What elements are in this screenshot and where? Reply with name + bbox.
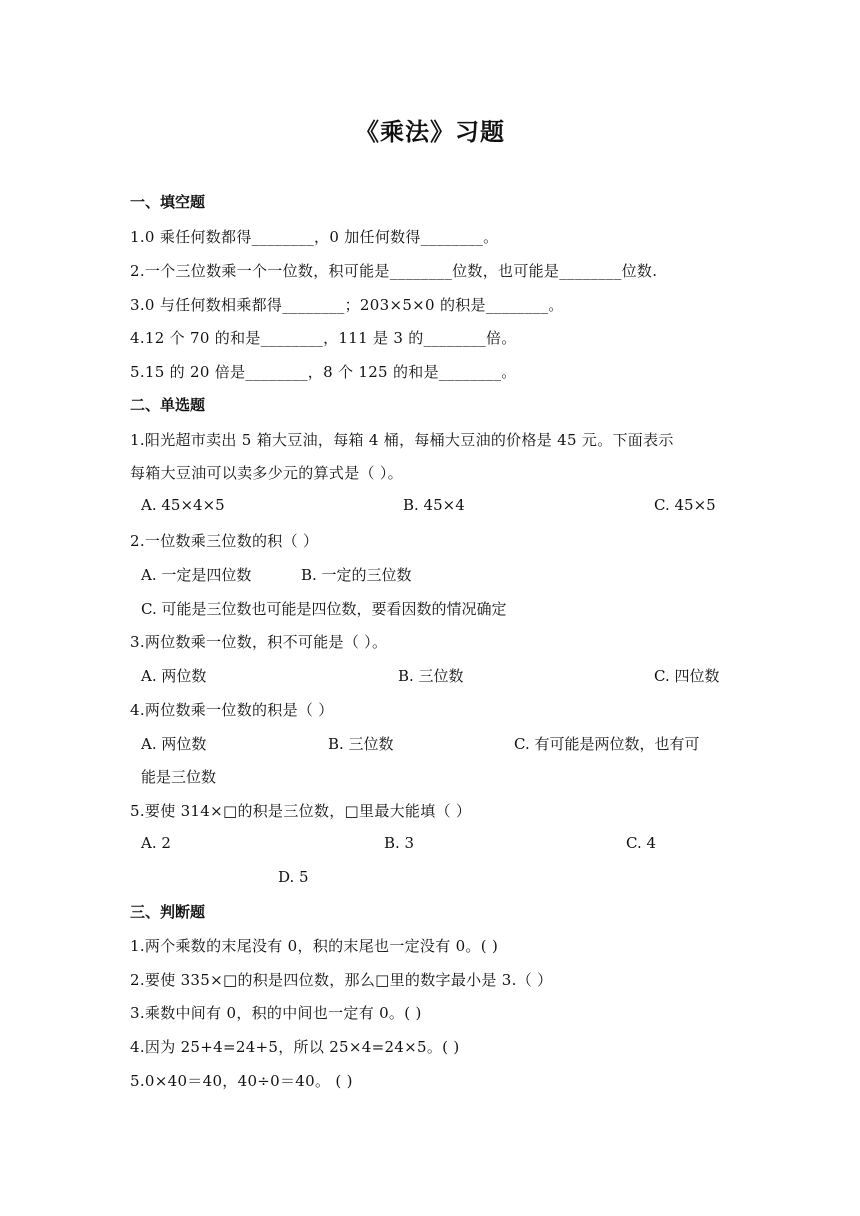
section-heading-judge: 三、判断题 [130,903,206,921]
choice-q2-option-a: A. 一定是四位数 [141,566,252,584]
choice-q5-stem: 5.要使 314×□的积是三位数，□里最大能填（ ） [130,802,472,820]
choice-q1-option-b: B. 45×4 [403,496,465,514]
choice-q5-option-a: A. 2 [141,834,171,852]
section-heading-fill: 一、填空题 [130,193,206,211]
fill-item-2: 2.一个三位数乘一个一位数，积可能是________位数，也可能是________位数. [130,262,658,280]
choice-q3-option-a: A. 两位数 [141,667,207,685]
judge-item-3: 3.乘数中间有 0，积的中间也一定有 0。( ) [130,1004,422,1022]
choice-q3-option-b: B. 三位数 [398,667,464,685]
judge-item-2: 2.要使 335×□的积是四位数，那么□里的数字最小是 3.（ ） [130,971,553,989]
judge-item-5: 5.0×40＝40，40÷0＝40。 ( ) [130,1072,353,1090]
page-title: 《乘法》习题 [355,117,505,146]
choice-q1-stem-line2: 每箱大豆油可以卖多少元的算式是（ ）。 [130,464,403,482]
judge-item-4: 4.因为 25+4=24+5，所以 25×4=24×5。( ) [130,1038,460,1056]
fill-item-1: 1.0 乘任何数都得________，0 加任何数得________。 [130,228,499,246]
choice-q5-option-d: D. 5 [278,868,309,886]
choice-q1-stem-line1: 1.阳光超市卖出 5 箱大豆油，每箱 4 桶，每桶大豆油的价格是 45 元。下面表示 [130,431,674,449]
judge-item-1: 1.两个乘数的末尾没有 0，积的末尾也一定没有 0。( ) [130,937,499,955]
choice-q4-option-c-continued: 能是三位数 [141,768,217,786]
choice-q5-option-b: B. 3 [384,834,415,852]
choice-q3-stem: 3.两位数乘一位数，积不可能是（ ）。 [130,633,388,651]
choice-q4-stem: 4.两位数乘一位数的积是（ ） [130,701,334,719]
choice-q5-option-c: C. 4 [626,834,657,852]
choice-q1-option-c: C. 45×5 [654,496,716,514]
choice-q1-option-a: A. 45×4×5 [141,496,225,514]
choice-q2-option-b: B. 一定的三位数 [301,566,412,584]
choice-q4-option-b: B. 三位数 [328,735,394,753]
section-heading-choice: 二、单选题 [130,396,206,414]
choice-q4-option-c: C. 有可能是两位数，也有可 [514,735,700,753]
choice-q3-option-c: C. 四位数 [654,667,720,685]
choice-q2-stem: 2.一位数乘三位数的积（ ） [130,532,319,550]
choice-q4-option-a: A. 两位数 [141,735,207,753]
fill-item-3: 3.0 与任何数相乘都得________；203×5×0 的积是________。 [130,296,564,314]
choice-q2-option-c: C. 可能是三位数也可能是四位数，要看因数的情况确定 [141,600,507,618]
fill-item-5: 5.15 的 20 倍是________，8 个 125 的和是________。 [130,363,517,381]
fill-item-4: 4.12 个 70 的和是________，111 是 3 的________倍。 [130,329,517,347]
